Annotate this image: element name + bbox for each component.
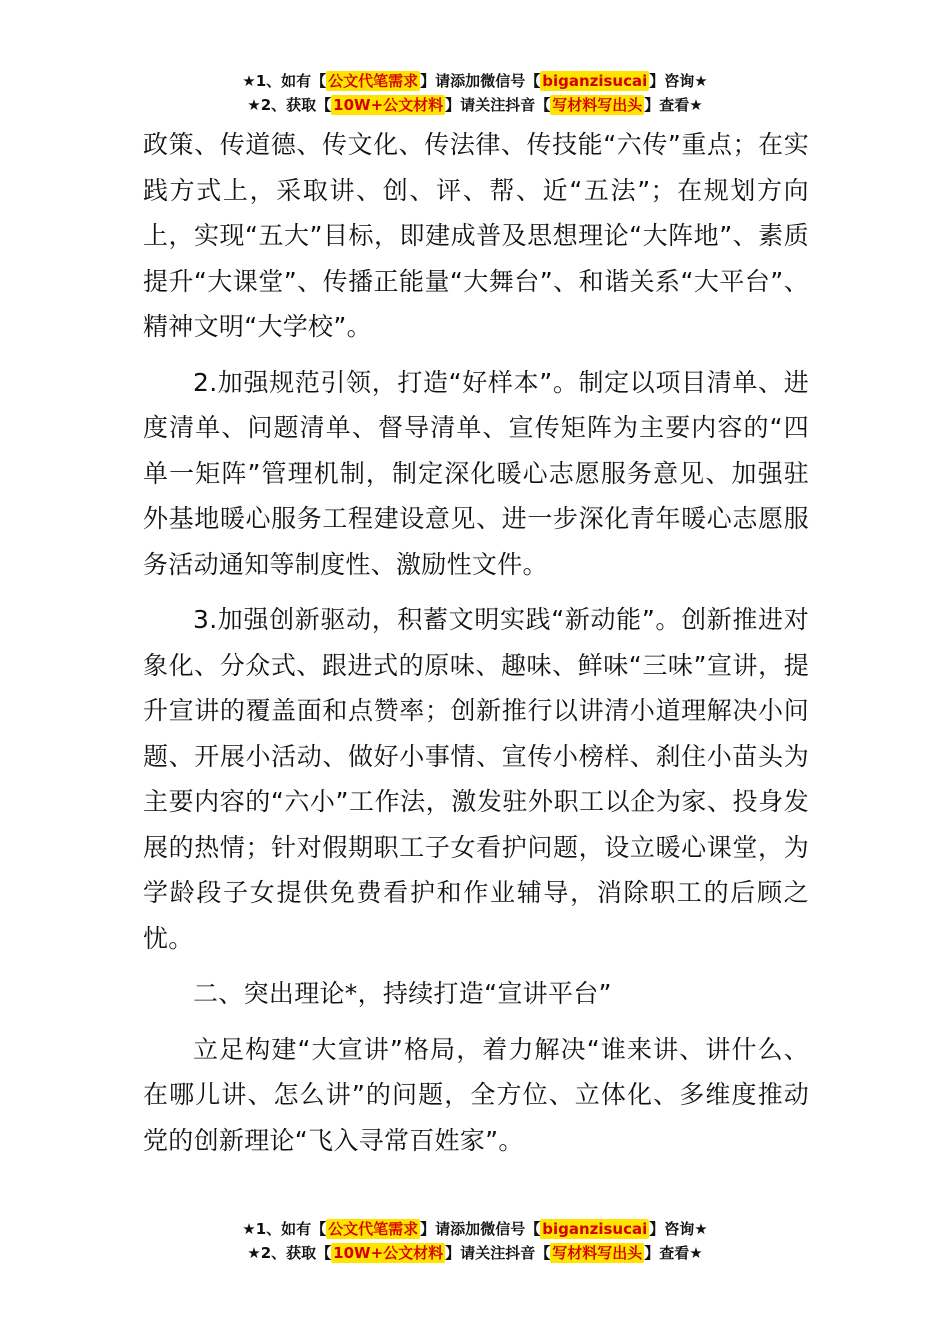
paragraph-item-3: 3.加强创新驱动，积蓄文明实践“新动能”。创新推进对象化、分众式、跟进式的原味、趣味、鲜味“三味”宣讲，提升宣讲的覆盖面和点赞率；创新推行以讲清小道理解决小问题、开展小活动、做好小事情、宣传小榜样、刹住小苗头为主要内容的“六小”工作法，激发驻外职工以企为家、投身发展的热情；针对假期职工子女看护问题，设立暖心课堂，为学龄段子女提供免费看护和作业辅导，消除职工的后顾之忧。 (143, 605, 809, 953)
banner-line-2: ★2、获取【 10W+公文材料 】请关注抖音【 写材料写出头 】查看★ (247, 1244, 703, 1262)
highlight-ghostwriting: 公文代笔需求 (328, 1220, 419, 1238)
section-heading: 二、突出理论*，持续打造“宣讲平台” (193, 979, 612, 1008)
star-icon: ★ (694, 72, 708, 90)
footer-banner (0, 1218, 950, 1266)
paragraph-section-intro: 立足构建“大宣讲”格局，着力解决“谁来讲、讲什么、在哪儿讲、怎么讲”的问题，全方位、立体化、多维度推动党的创新理论“飞入寻常百姓家”。 (143, 1034, 809, 1155)
header-banner (0, 70, 950, 118)
highlight-materials: 10W+公文材料 (333, 96, 444, 114)
star-icon: ★ (247, 96, 261, 114)
paragraph-continuation: 政策、传道德、传文化、传法律、传技能“六传”重点；在实践方式上，采取讲、创、评、帮、近“五法”；在规划方向上，实现“五大”目标，即建成普及思想理论“大阵地”、素质提升“大课堂”、传播正能量“大舞台”、和谐关系“大平台”、精神文明“大学校”。 (143, 130, 809, 341)
star-icon: ★ (694, 1220, 708, 1238)
star-icon: ★ (242, 72, 256, 90)
banner-line-2: ★2、获取【 10W+公文材料 】请关注抖音【 写材料写出头 】查看★ (247, 96, 703, 114)
highlight-douyin: 写材料写出头 (552, 96, 643, 114)
star-icon: ★ (242, 1220, 256, 1238)
highlight-douyin: 写材料写出头 (552, 1244, 643, 1262)
document-body (143, 122, 809, 1163)
banner-line-1: ★1、如有【 公文代笔需求 】请添加微信号【 biganzisucai 】咨询★ (242, 1220, 708, 1238)
star-icon: ★ (689, 1244, 703, 1262)
highlight-wechat-id: biganzisucai (542, 1220, 648, 1238)
star-icon: ★ (247, 1244, 261, 1262)
highlight-materials: 10W+公文材料 (333, 1244, 444, 1262)
highlight-ghostwriting: 公文代笔需求 (328, 72, 419, 90)
paragraph-item-2: 2.加强规范引领，打造“好样本”。制定以项目清单、进度清单、问题清单、督导清单、宣传矩阵为主要内容的“四单一矩阵”管理机制，制定深化暖心志愿服务意见、加强驻外基地暖心服务工程建设意见、进一步深化青年暖心志愿服务活动通知等制度性、激励性文件。 (143, 367, 809, 579)
star-icon: ★ (689, 96, 703, 114)
banner-line-1: ★1、如有【 公文代笔需求 】请添加微信号【 biganzisucai 】咨询★ (242, 72, 708, 90)
highlight-wechat-id: biganzisucai (542, 72, 648, 90)
